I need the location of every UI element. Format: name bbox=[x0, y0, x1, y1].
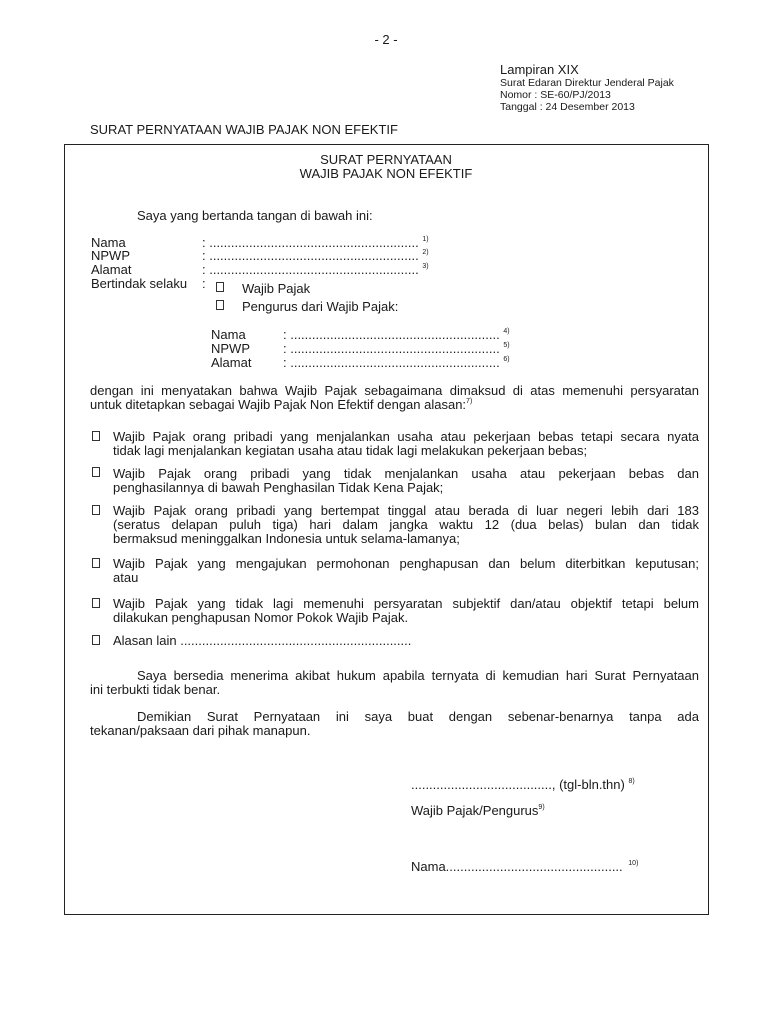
pengurus-npwp-dots: : .......................................................... bbox=[283, 341, 500, 356]
reason-4-text bbox=[113, 557, 699, 585]
pengurus-nama-input[interactable] bbox=[283, 328, 510, 342]
field-nama-dots: : .......................................................... bbox=[202, 235, 419, 250]
bertindak-label: Bertindak selaku bbox=[91, 276, 188, 291]
reason-1-line-1: Wajib Pajak orang pribadi yang menjalankan usaha atau pekerjaan bebas tetapi secara nyata bbox=[113, 429, 699, 444]
reason-4-line-2: atau bbox=[113, 570, 139, 585]
option-wajib-pajak: Wajib Pajak bbox=[242, 281, 311, 296]
page-number: - 2 - bbox=[374, 32, 398, 47]
pengurus-nama-dots: : .......................................................... bbox=[283, 327, 500, 342]
pengurus-label-nama: Nama bbox=[211, 327, 246, 342]
reason-5-text bbox=[113, 597, 699, 625]
field-alamat-dots: : .......................................................... bbox=[202, 262, 419, 277]
checkbox-reason-other[interactable] bbox=[92, 635, 100, 645]
footnote-ref-1: 1) bbox=[422, 236, 429, 243]
signer-name-line: Nama................................................. bbox=[411, 859, 623, 874]
reason-3-line-3: bermaksud meninggalkan Indonesia untuk selama-lamanya; bbox=[113, 531, 460, 546]
footnote-ref-3: 3) bbox=[422, 263, 429, 270]
form-subtitle: WAJIB PAJAK NON EFEKTIF bbox=[299, 166, 473, 181]
pengurus-label-alamat: Alamat bbox=[211, 355, 252, 370]
reason-1-text bbox=[113, 430, 699, 458]
closing-1-line-1: Saya bersedia menerima akibat hukum apabila ternyata di kemudian hari Surat Pernyataan bbox=[137, 668, 699, 683]
option-pengurus: Pengurus dari Wajib Pajak: bbox=[242, 299, 399, 314]
lampiran-source: Surat Edaran Direktur Jenderal Pajak bbox=[500, 77, 674, 89]
reason-5-line-1: Wajib Pajak yang tidak lagi memenuhi persyaratan subjektif dan/atau objektif tetapi belum bbox=[113, 596, 699, 611]
footnote-ref-8: 8) bbox=[628, 778, 635, 785]
date-line: ......................................., (tgl-bln.thn) bbox=[411, 777, 625, 792]
reason-other-text: Alasan lain ................................................................ bbox=[113, 633, 412, 648]
closing-paragraph-2 bbox=[90, 710, 699, 738]
closing-2-line-1: Demikian Surat Pernyataan ini saya buat dengan sebenar-benarnya tanpa ada bbox=[137, 709, 699, 724]
bertindak-colon: : bbox=[202, 276, 206, 291]
checkbox-pengurus[interactable] bbox=[216, 300, 224, 310]
date-field[interactable] bbox=[411, 778, 635, 792]
reason-4-line-1: Wajib Pajak yang mengajukan permohonan penghapusan dan belum diterbitkan keputusan; bbox=[113, 556, 699, 571]
footnote-ref-5: 5) bbox=[503, 342, 510, 349]
footnote-ref-7: 7) bbox=[466, 398, 473, 405]
checkbox-reason-1[interactable] bbox=[92, 431, 100, 441]
reason-2-line-2: penghasilannya di bawah Penghasilan Tidak Kena Pajak; bbox=[113, 480, 444, 495]
footnote-ref-6: 6) bbox=[503, 356, 510, 363]
statement-text bbox=[90, 384, 699, 412]
pengurus-alamat-dots: : .......................................................... bbox=[283, 355, 500, 370]
lampiran-number: Nomor : SE-60/PJ/2013 bbox=[500, 89, 611, 101]
lampiran-title: Lampiran XIX bbox=[500, 62, 579, 77]
document-heading: SURAT PERNYATAAN WAJIB PAJAK NON EFEKTIF bbox=[90, 122, 398, 137]
field-label-nama: Nama bbox=[91, 235, 126, 250]
reason-2-line-1: Wajib Pajak orang pribadi yang tidak menjalankan usaha atau pekerjaan bebas dan bbox=[113, 466, 699, 481]
closing-paragraph-1 bbox=[90, 669, 699, 697]
form-title: SURAT PERNYATAAN bbox=[320, 152, 452, 167]
signer-text: Wajib Pajak/Pengurus bbox=[411, 803, 539, 818]
reason-2-text bbox=[113, 467, 699, 495]
statement-line-2: untuk ditetapkan sebagai Wajib Pajak Non Efektif dengan alasan: bbox=[90, 397, 467, 412]
pengurus-npwp-input[interactable] bbox=[283, 342, 510, 356]
reason-3-text bbox=[113, 504, 699, 546]
checkbox-wajib-pajak[interactable] bbox=[216, 282, 224, 292]
signer-label bbox=[411, 804, 545, 818]
statement-line-1: dengan ini menyatakan bahwa Wajib Pajak sebagaimana dimaksud di atas memenuhi persyaratan bbox=[90, 383, 699, 398]
checkbox-reason-3[interactable] bbox=[92, 505, 100, 515]
field-npwp-input[interactable] bbox=[202, 249, 429, 263]
field-label-alamat: Alamat bbox=[91, 262, 132, 277]
field-label-npwp: NPWP bbox=[91, 248, 130, 263]
footnote-ref-4: 4) bbox=[503, 328, 510, 335]
reason-3-line-1: Wajib Pajak orang pribadi yang bertempat tinggal atau berada di luar negeri lebih dari 183 bbox=[113, 503, 699, 518]
signer-name-field[interactable] bbox=[411, 860, 638, 874]
pengurus-alamat-input[interactable] bbox=[283, 356, 510, 370]
closing-2-line-2: tekanan/paksaan dari pihak manapun. bbox=[90, 723, 311, 738]
pengurus-label-npwp: NPWP bbox=[211, 341, 250, 356]
field-npwp-dots: : .......................................................... bbox=[202, 248, 419, 263]
footnote-ref-9: 9) bbox=[538, 804, 545, 811]
lampiran-block bbox=[500, 62, 674, 113]
footnote-ref-10: 10) bbox=[628, 860, 639, 867]
closing-1-line-2: ini terbukti tidak benar. bbox=[90, 682, 221, 697]
checkbox-reason-2[interactable] bbox=[92, 467, 100, 477]
reason-5-line-2: dilakukan penghapusan Nomor Pokok Wajib Pajak. bbox=[113, 610, 409, 625]
checkbox-reason-4[interactable] bbox=[92, 558, 100, 568]
reason-1-line-2: tidak lagi menjalankan kegiatan usaha atau tidak lagi melakukan pekerjaan bebas; bbox=[113, 443, 588, 458]
checkbox-reason-5[interactable] bbox=[92, 598, 100, 608]
lampiran-date: Tanggal : 24 Desember 2013 bbox=[500, 101, 635, 113]
footnote-ref-2: 2) bbox=[422, 249, 429, 256]
reason-3-line-2: (seratus delapan puluh tiga) hari dalam jangka waktu 12 (dua belas) bulan dan tidak bbox=[113, 517, 699, 532]
field-alamat-input[interactable] bbox=[202, 263, 429, 277]
intro-text: Saya yang bertanda tangan di bawah ini: bbox=[137, 208, 373, 223]
